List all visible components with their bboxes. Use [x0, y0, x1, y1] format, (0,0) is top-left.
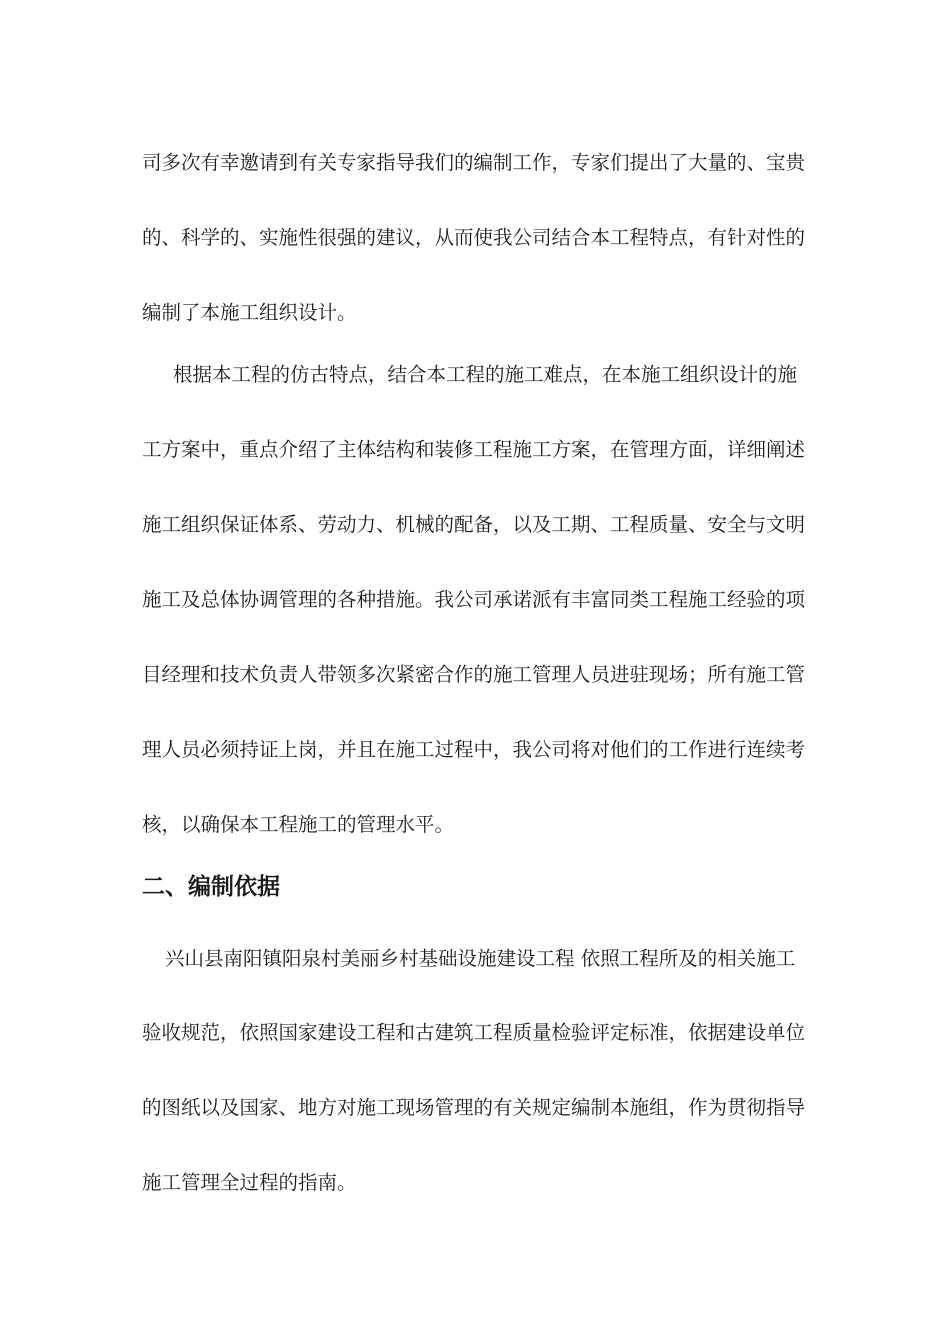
text-line: 工方案中，重点介绍了主体结构和装修工程施工方案，在管理方面，详细阐述 — [142, 438, 806, 461]
text-line: 施工及总体协调管理的各种措施。我公司承诺派有丰富同类工程施工经验的项 — [142, 588, 806, 611]
text-line: 核，以确保本工程施工的管理水平。 — [142, 813, 455, 836]
text-line-indented: 兴山县南阳镇阳泉村美丽乡村基础设施建设工程 依照工程所及的相关施工 — [165, 947, 796, 970]
text-line-indented: 根据本工程的仿古特点，结合本工程的施工难点，在本施工组织设计的施 — [173, 363, 798, 386]
text-line: 施工组织保证体系、劳动力、机械的配备，以及工期、工程质量、安全与文明 — [142, 513, 806, 536]
text-line: 司多次有幸邀请到有关专家指导我们的编制工作，专家们提出了大量的、宝贵 — [142, 151, 806, 174]
text-line: 目经理和技术负责人带领多次紧密合作的施工管理人员进驻现场；所有施工管 — [142, 663, 806, 686]
text-line: 施工管理全过程的指南。 — [142, 1171, 357, 1194]
text-line: 的图纸以及国家、地方对施工现场管理的有关规定编制本施组，作为贯彻指导 — [142, 1096, 806, 1119]
section-heading: 二、编制依据 — [142, 874, 280, 900]
text-line: 编制了本施工组织设计。 — [142, 301, 357, 324]
text-line: 验收规范，依照国家建设工程和古建筑工程质量检验评定标准，依据建设单位 — [142, 1021, 806, 1044]
text-line: 的、科学的、实施性很强的建议，从而使我公司结合本工程特点，有针对性的 — [142, 226, 806, 249]
text-line: 理人员必须持证上岗，并且在施工过程中，我公司将对他们的工作进行连续考 — [142, 738, 806, 761]
